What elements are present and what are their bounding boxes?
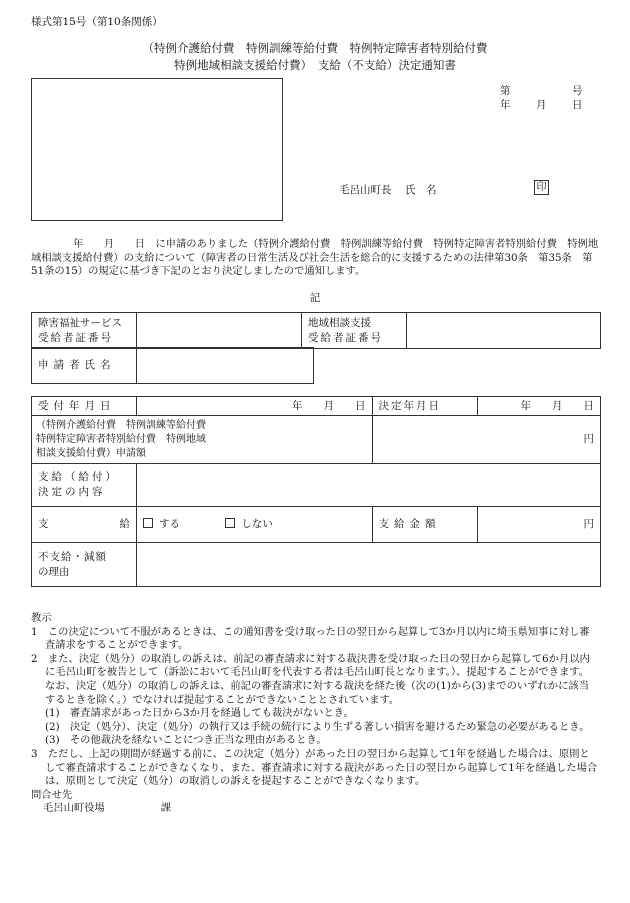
payment-options <box>137 507 373 543</box>
decision-content-value[interactable] <box>137 464 601 507</box>
doc-number-dai: 第 <box>500 85 511 97</box>
consult-cert-label: 地域相談支援 受給者証番号 <box>302 313 407 349</box>
decision-content-label: 支給（給付） 決定の内容 <box>32 464 137 507</box>
contact-label: 問合せ先 <box>31 788 73 801</box>
decision-table <box>31 396 601 587</box>
date-day: 日 <box>572 99 583 111</box>
notice-item-2: 2 また、決定（処分）の取消しの訴えは、前記の審査請求に対する裁決書を受け取った日の翌日から起算して6か月以内に毛呂山町を被告として（訴訟において毛呂山町を代表する者は毛呂山町長となります。）、提起することができます。なお、決定（処分）の取消しの訴えは、前記の審査請求に対する裁決を経た後（次の(1)から(3)までのいずれかに該当するときを除く。）でなければ提起することができないこととされています。 <box>31 652 590 706</box>
issuer-title: 毛呂山町長 <box>339 184 392 196</box>
date-month: 月 <box>536 99 547 111</box>
intro-date: 年 月 日 <box>73 238 146 250</box>
ki-label: 記 <box>309 292 321 304</box>
decision-date-label: 決定年月日 <box>372 397 477 416</box>
service-cert-label: 障害福祉サービス 受給者証番号 <box>32 313 137 349</box>
notice-item-3: 3 ただし、上記の期間が経過する前に、この決定（処分）があった日の翌日から起算して1年を経過した場合は、原則として審査請求することができなくなり、また、審査請求に対する裁決があった日の翌日から起算して1年を経過した場合は、原則として決定（処分）の取消しの訴えを提起することができなくなります。 <box>31 747 598 788</box>
title-line-2: 特例地域相談支援給付費） 支給（不支給）決定通知書 <box>174 58 456 72</box>
intro-paragraph <box>31 238 601 279</box>
seal-mark: 印 <box>534 180 549 195</box>
intro-text: に申請のありました（特例介護給付費 特例訓練等給付費 特例特定障害者特別給付費 特例地域相談支援給付費）の支給について（障害者の日常生活及び社会生活を総合的に支援するための法律第30条 第35条 第51条の15）の規定に基づき下記のとおり決定しましたので通知します。 <box>31 238 599 278</box>
consult-cert-value[interactable] <box>407 313 601 349</box>
pay-no-checkbox[interactable] <box>225 518 235 528</box>
request-amount-label: （特例介護給付費 特例訓練等給付費 特例特定障害者特別給付費 特例地域 相談支援給付費）申請額 <box>32 416 373 464</box>
pay-no-label: しない <box>241 518 273 530</box>
notice-item-1: 1 この決定について不服があるときは、この通知書を受け取った日の翌日から起算して3か月以内に埼玉県知事に対し審査請求をすることができます。 <box>31 625 590 652</box>
pay-yes-checkbox[interactable] <box>143 518 153 528</box>
contact-section: 課 <box>160 802 172 815</box>
request-amount-value[interactable]: 円 <box>372 416 600 464</box>
service-cert-value[interactable] <box>137 313 302 349</box>
contact-line <box>31 802 599 816</box>
notice-heading: 教示 <box>31 612 52 624</box>
issuer-name-label: 氏 名 <box>405 184 437 196</box>
reason-value[interactable] <box>137 543 601 587</box>
receipt-date-value[interactable]: 年 月 日 <box>137 397 373 416</box>
date-year: 年 <box>500 99 511 111</box>
amount-value[interactable]: 円 <box>477 507 600 543</box>
doc-number-go: 号 <box>572 85 583 97</box>
amount-label: 支給金額 <box>372 507 477 543</box>
applicant-name-value[interactable] <box>137 348 314 384</box>
applicant-table <box>31 347 314 384</box>
applicant-name-label: 申請者氏名 <box>32 348 137 384</box>
decision-date-value[interactable]: 年 月 日 <box>477 397 600 416</box>
form-number: 様式第15号（第10条関係） <box>31 16 163 28</box>
notice-sub-3: (3) その他裁決を経ないことにつき正当な理由があるとき。 <box>45 734 327 747</box>
recipient-table <box>31 312 601 349</box>
contact-office: 毛呂山町役場 <box>43 802 105 815</box>
payment-label: 支 給 <box>32 507 137 543</box>
notice-sub-1: (1) 審査請求があった日から3か月を経過しても裁決がないとき。 <box>45 707 354 720</box>
notice-sub-2: (2) 決定（処分）、決定（処分）の執行又は手続の続行により生ずる著しい損害を避けるため緊急の必要があるとき。 <box>45 720 590 733</box>
pay-yes-label: する <box>159 518 180 530</box>
receipt-date-label: 受付年月日 <box>32 397 137 416</box>
title-line-1: （特例介護給付費 特例訓練等給付費 特例特定障害者特別給付費 <box>142 41 488 55</box>
notice-section <box>31 612 599 816</box>
reason-label: 不支給・減額 の理由 <box>32 543 137 587</box>
address-window <box>31 78 283 221</box>
